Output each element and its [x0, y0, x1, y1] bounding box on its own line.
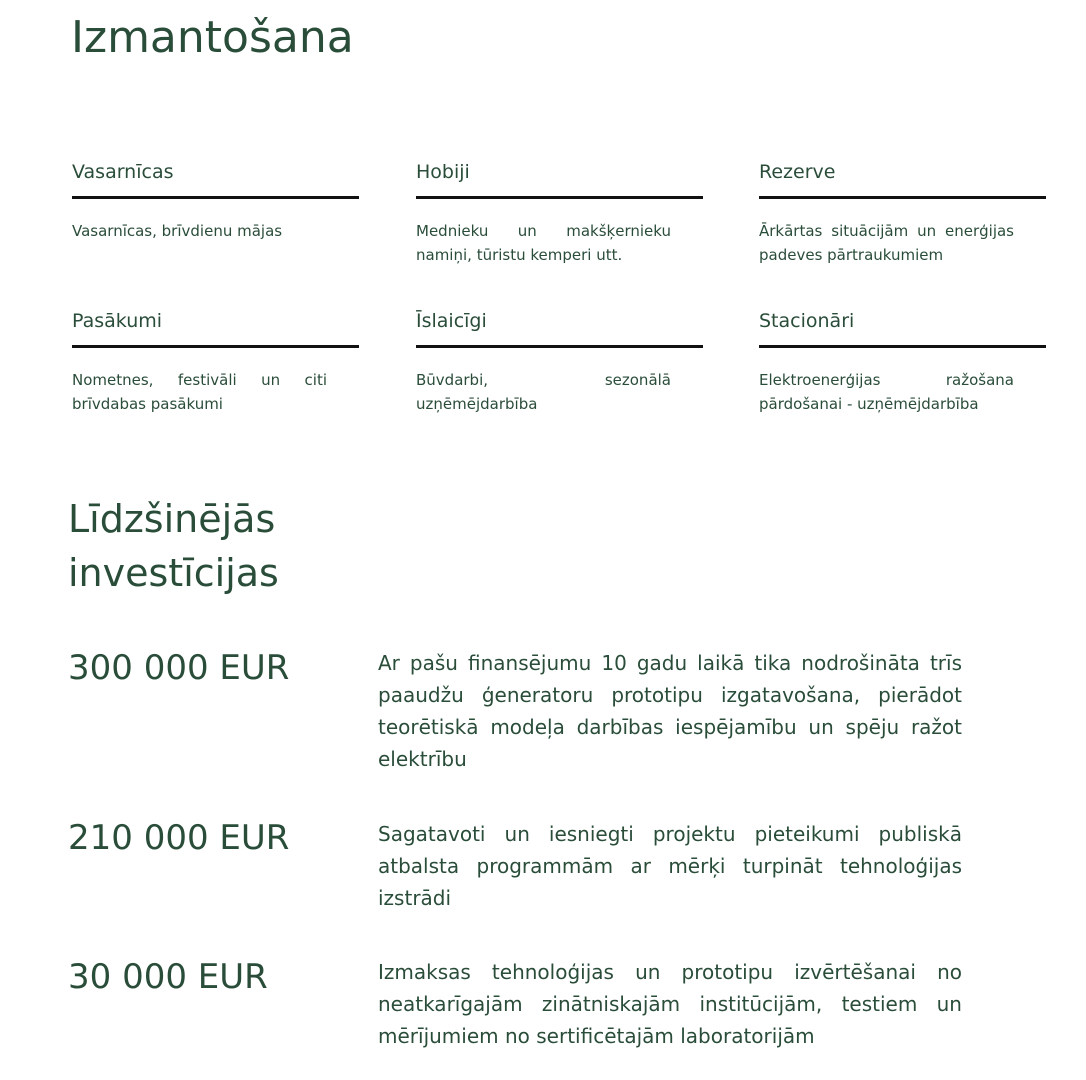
- divider: [759, 345, 1046, 348]
- usage-item-rezerve: [759, 163, 1046, 267]
- investment-amount: 30 000 EUR: [68, 957, 268, 997]
- investment-description: Izmaksas tehnoloģijas un prototipu izvērtēšanai no neatkarīgajām zinātniskajām institūcijām, testiem un mērījumiem no sertificētajām laboratorijām: [378, 960, 962, 1048]
- usage-item-hobiji: [416, 163, 703, 267]
- usage-item-description: Mednieku un makšķernieku namiņi, tūristu kemperi utt.: [416, 222, 671, 264]
- usage-item-islaicigi: [416, 312, 703, 416]
- usage-item-description: Vasarnīcas, brīvdienu mājas: [72, 222, 283, 240]
- divider: [416, 196, 703, 199]
- usage-item-pasakumi: [72, 312, 359, 416]
- usage-item-heading: Vasarnīcas: [72, 161, 174, 183]
- divider: [416, 345, 703, 348]
- divider: [72, 196, 359, 199]
- investment-amount: 300 000 EUR: [68, 648, 290, 688]
- usage-item-description: Ārkārtas situācijām un enerģijas padeves pārtraukumiem: [759, 222, 1014, 264]
- usage-item-heading: Īslaicīgi: [416, 310, 487, 332]
- usage-item-vasarnicas: [72, 163, 359, 243]
- usage-item-heading: Pasākumi: [72, 310, 163, 332]
- usage-item-heading: Stacionāri: [759, 310, 855, 332]
- investment-description: Sagatavoti un iesniegti projektu pieteikumi publiskā atbalsta programmām ar mērķi turpināt tehnoloģijas izstrādi: [378, 822, 962, 910]
- usage-title: Izmantošana: [71, 12, 354, 63]
- divider: [759, 196, 1046, 199]
- usage-item-description: Nometnes, festivāli un citi brīvdabas pasākumi: [72, 371, 327, 413]
- investment-description: Ar pašu finansējumu 10 gadu laikā tika nodrošināta trīs paaudžu ģeneratoru prototipu izgatavošana, pierādot teorētiskā modeļa darbības iespējamību un spēju ražot elektrību: [378, 651, 962, 771]
- usage-item-stacionari: [759, 312, 1046, 416]
- investments-title: Līdzšinējās investīcijas: [68, 497, 279, 595]
- usage-item-heading: Hobiji: [416, 161, 470, 183]
- usage-item-heading: Rezerve: [759, 161, 836, 183]
- usage-item-description: Elektroenerģijas ražošana pārdošanai - uzņēmējdarbība: [759, 371, 1014, 413]
- investment-amount: 210 000 EUR: [68, 818, 290, 858]
- usage-item-description: Būvdarbi, sezonālā uzņēmējdarbība: [416, 371, 671, 413]
- divider: [72, 345, 359, 348]
